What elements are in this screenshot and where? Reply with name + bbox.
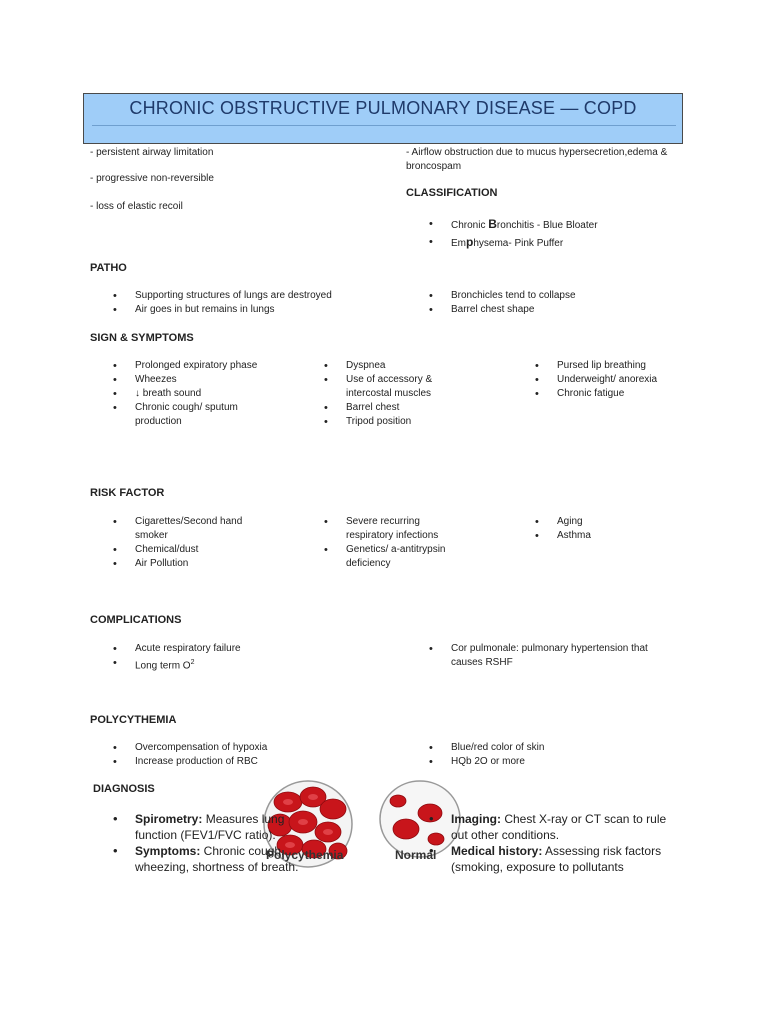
list-item: • Barrel chest shape [429, 303, 669, 317]
list-item: • Pursed lip breathing [535, 359, 695, 373]
list-item: • Spirometry: Measures lung function (FEV1/FVC ratio). [113, 811, 328, 843]
list-item: • Tripod position [324, 415, 456, 429]
list-item: • Aging [535, 515, 675, 529]
list-item: • Long term $O^2$ [113, 656, 373, 673]
list-item: • Blue/red color of skin [429, 741, 669, 755]
classification-heading: CLASSIFICATION [406, 187, 498, 199]
complications-left-list [113, 642, 373, 673]
list-item: • HQb 2O or more [429, 755, 669, 769]
intro-item: - persistent airway limitation [90, 147, 214, 158]
list-item: • ↓ breath sound [113, 387, 258, 401]
list-item: • Supporting structures of lungs are destroyed [113, 289, 413, 303]
list-item: • Genetics/ a-antitrypsin deficiency [324, 543, 464, 571]
polycythemia-left-list [113, 741, 373, 769]
list-item: • Acute respiratory failure [113, 642, 373, 656]
list-item: • Overcompensation of hypoxia [113, 741, 373, 755]
complications-heading: COMPLICATIONS [90, 614, 182, 626]
patho-left-list [113, 289, 413, 317]
title-banner [83, 93, 683, 144]
polycythemia-right-list [429, 741, 669, 769]
figure-label-polycythemia: Polycythemia [266, 848, 344, 862]
risk-col1 [113, 515, 263, 571]
list-item: • Use of accessory & intercostal muscles [324, 373, 456, 401]
risk-col2 [324, 515, 464, 571]
signs-heading: SIGN & SYMPTOMS [90, 332, 194, 344]
complications-right-list [429, 642, 679, 670]
list-item: • Cigarettes/Second hand smoker [113, 515, 263, 543]
page-title: CHRONIC OBSTRUCTIVE PULMONARY DISEASE — COPD [129, 98, 637, 118]
list-item: • Chemical/dust [113, 543, 263, 557]
diagnosis-left-list [113, 811, 328, 875]
signs-col3 [535, 359, 695, 401]
intro-right-text: - Airflow obstruction due to mucus hypersecretion,edema & broncospam [406, 147, 668, 172]
list-item: • Symptoms: Chronic cough, wheezing, shortness of breath. [113, 843, 328, 875]
list-item: • Cor pulmonale: pulmonary hypertension that causes RSHF [429, 642, 679, 670]
intro-item: - loss of elastic recoil [90, 201, 183, 212]
list-item: • Dyspnea [324, 359, 456, 373]
list-item: • Barrel chest [324, 401, 456, 415]
list-item: • Air goes in but remains in lungs [113, 303, 413, 317]
patho-heading: PATHO [90, 262, 127, 274]
list-item: • Increase production of RBC [113, 755, 373, 769]
list-item: • Wheezes [113, 373, 258, 387]
list-item: • Imaging: Chest X-ray or CT scan to rule out other conditions. [429, 811, 679, 843]
list-item: • Emphysema- Pink Puffer [429, 235, 669, 251]
list-item: • Chronic Bronchitis - Blue Bloater [429, 217, 669, 233]
intro-item: - progressive non-reversible [90, 173, 214, 184]
title-divider [92, 125, 676, 126]
classification-list [429, 217, 669, 251]
polycythemia-heading: POLYCYTHEMIA [90, 714, 177, 726]
diagnosis-heading: DIAGNOSIS [93, 783, 155, 795]
list-item: • Air Pollution [113, 557, 263, 571]
risk-col3 [535, 515, 675, 543]
list-item: • Chronic cough/ sputum production [113, 401, 258, 429]
list-item: • Chronic fatigue [535, 387, 695, 401]
signs-col2 [324, 359, 456, 429]
list-item: • Underweight/ anorexia [535, 373, 695, 387]
patho-right-list [429, 289, 669, 317]
figure-label-normal: Normal [395, 848, 437, 862]
list-item: • Bronchicles tend to collapse [429, 289, 669, 303]
list-item: • Severe recurring respiratory infections [324, 515, 464, 543]
list-item: • Medical history: Assessing risk factors (smoking, exposure to pollutants [429, 843, 679, 875]
diagnosis-right-list [429, 811, 679, 875]
list-item: • Asthma [535, 529, 675, 543]
list-item: • Prolonged expiratory phase [113, 359, 258, 373]
signs-col1 [113, 359, 258, 429]
risk-heading: RISK FACTOR [90, 487, 165, 499]
